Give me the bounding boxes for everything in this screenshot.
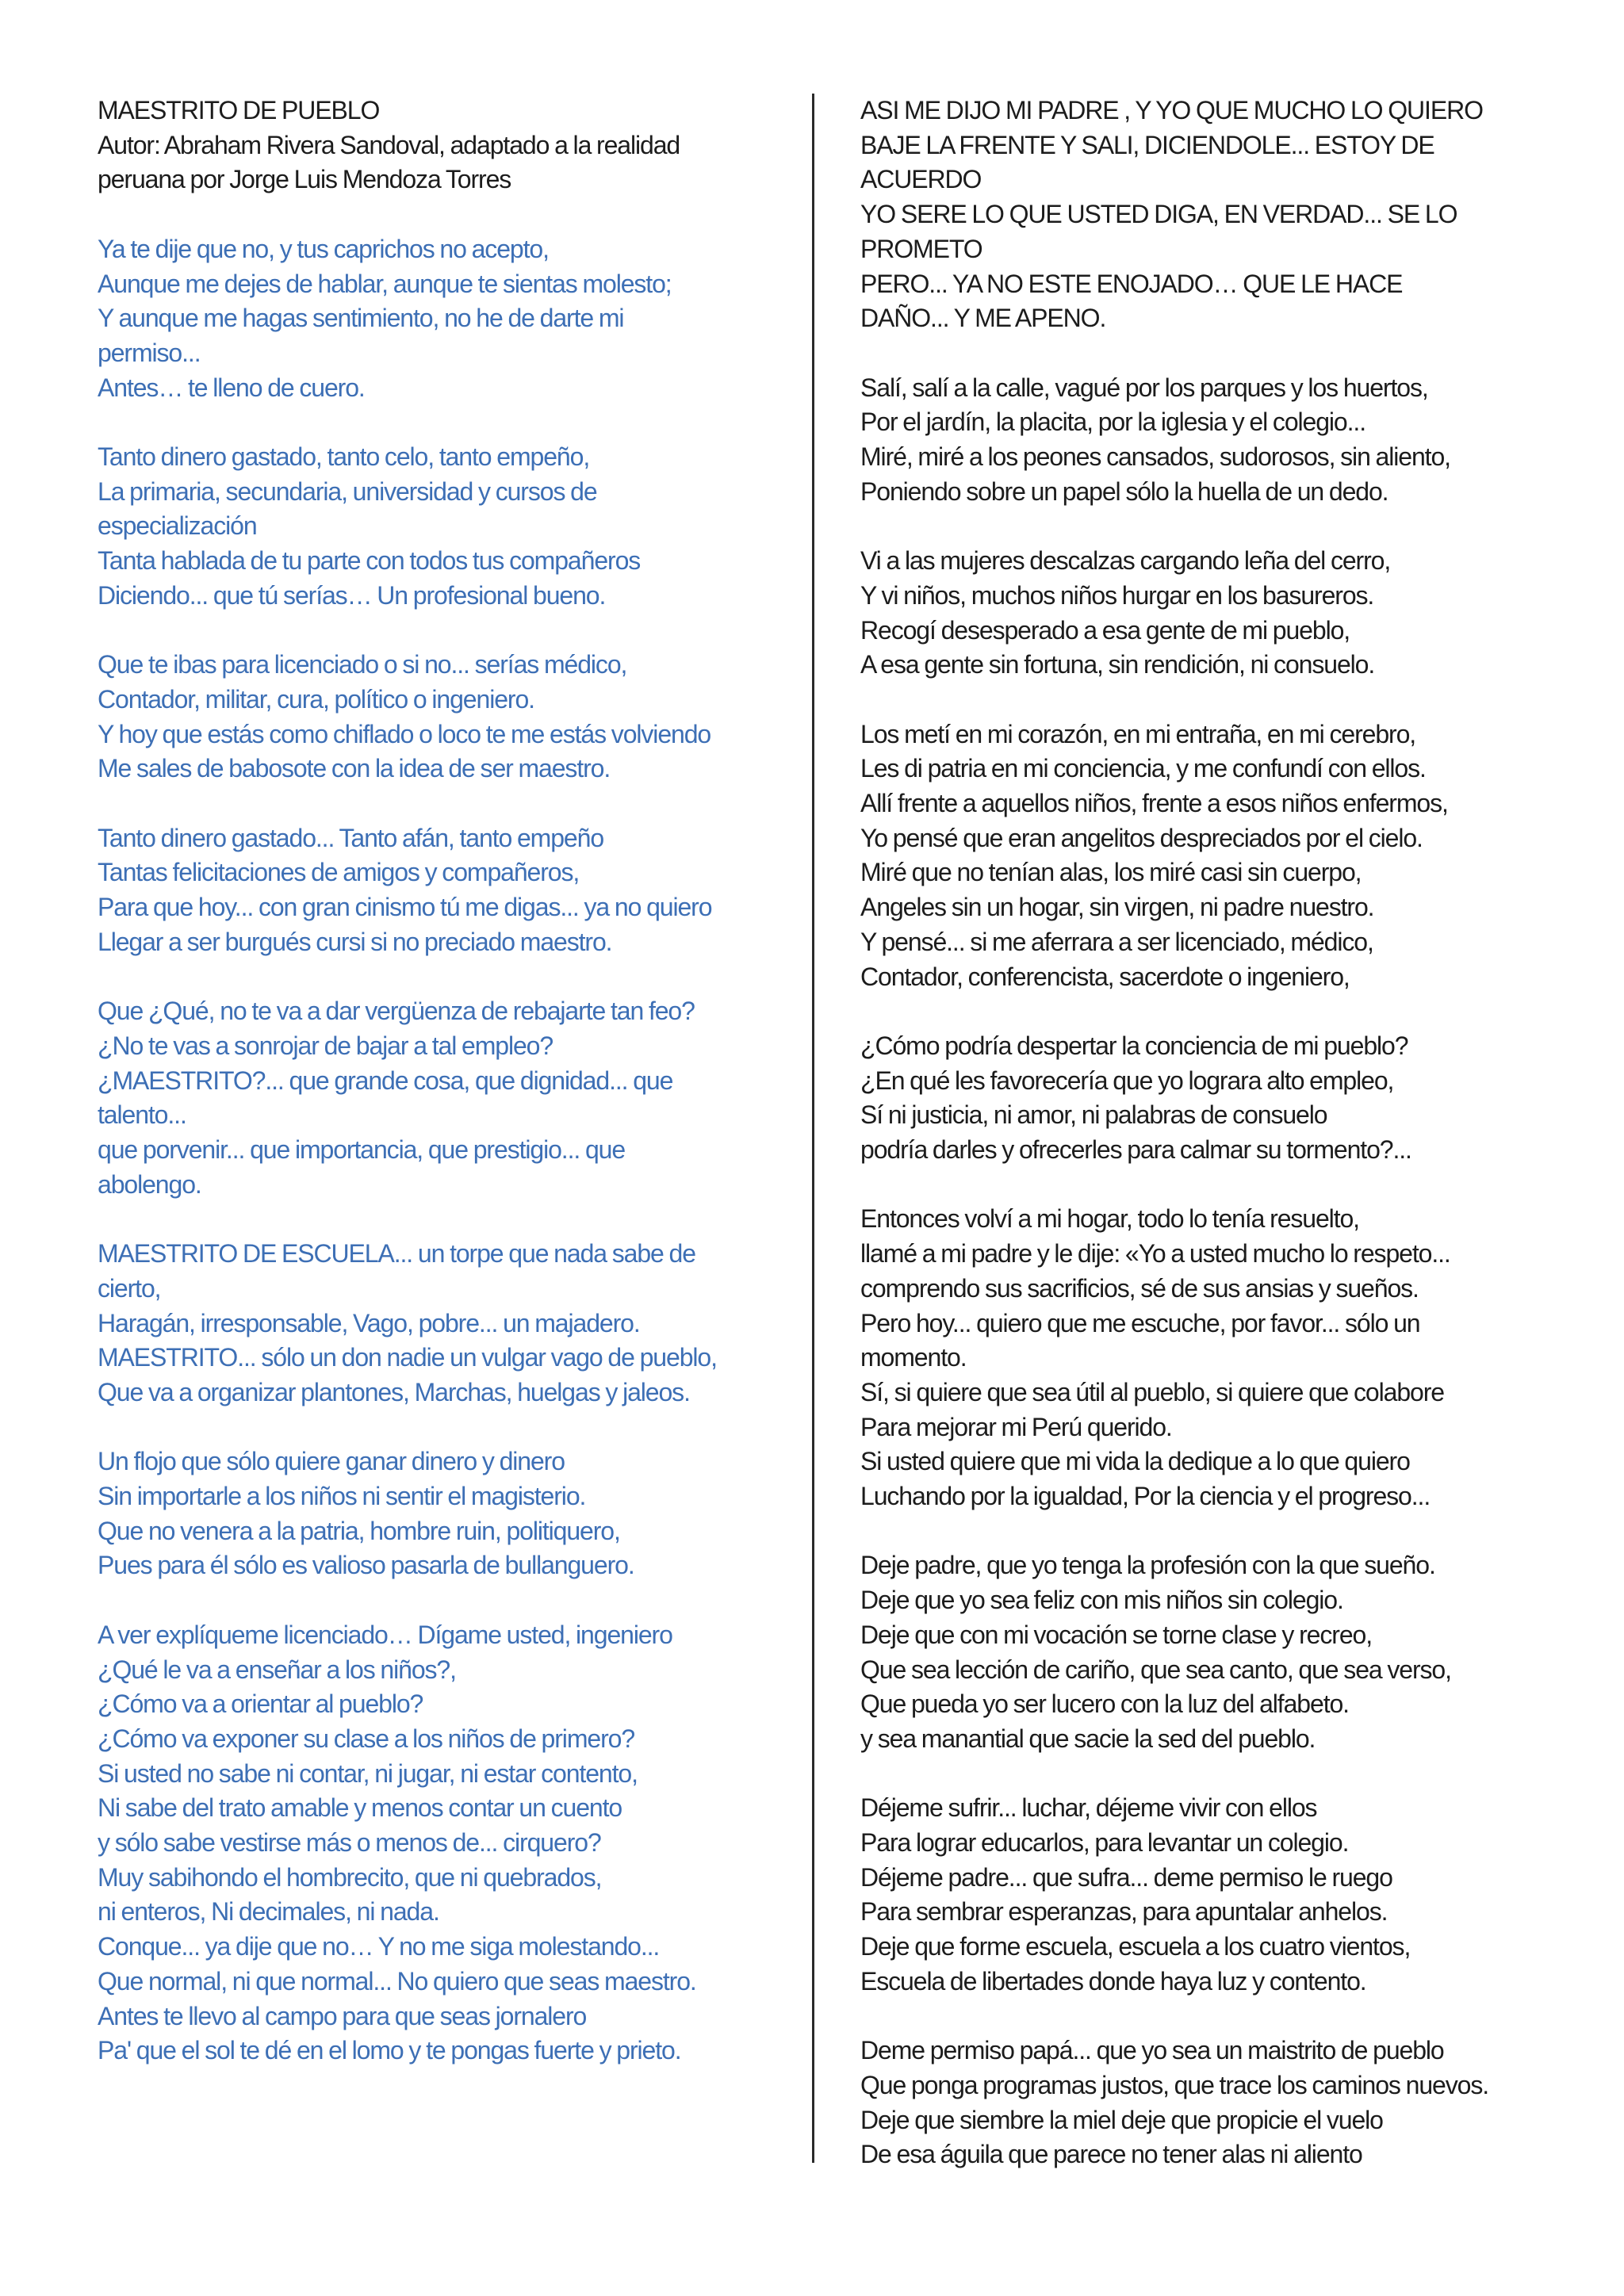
verse-line: y sólo sabe vestirse más o menos de... cirquero? bbox=[98, 1828, 601, 1858]
stanza-gap bbox=[860, 683, 1558, 718]
stanza bbox=[98, 821, 795, 995]
verse-line: Pa' que el sol te dé en el lomo y te pongas fuerte y prieto. bbox=[98, 2036, 681, 2065]
stanza bbox=[860, 94, 1558, 371]
verse-line: Yo pensé que eran angelitos despreciados por el cielo. bbox=[860, 823, 1423, 852]
stanza bbox=[860, 1548, 1558, 1791]
verse-line: Para sembrar esperanzas, para apuntalar anhelos. bbox=[860, 1897, 1388, 1927]
verse-line: momento. bbox=[860, 1343, 967, 1372]
verse-line: Luchando por la igualdad, Por la ciencia y el progreso... bbox=[860, 1482, 1431, 1511]
stanza bbox=[860, 1029, 1558, 1203]
left-column bbox=[98, 94, 795, 2068]
stanza-gap bbox=[860, 1757, 1558, 1792]
verse-line: Deje que forme escuela, escuela a los cuatro vientos, bbox=[860, 1932, 1411, 1961]
verse-line: Pues para él sólo es valioso pasarla de bullanguero. bbox=[98, 1551, 634, 1580]
stanza-gap bbox=[860, 1514, 1558, 1549]
verse-line: talento... bbox=[98, 1100, 186, 1130]
verse-line: Aunque me dejes de hablar, aunque te sientas molesto; bbox=[98, 269, 672, 298]
verse-line: comprendo sus sacrificios, sé de sus ansias y sueños. bbox=[860, 1273, 1419, 1303]
verse-line: permiso... bbox=[98, 338, 201, 367]
stanza-gap bbox=[98, 197, 795, 232]
verse-line: MAESTRITO... sólo un don nadie un vulgar vago de pueblo, bbox=[98, 1343, 717, 1372]
verse-line: ¿Cómo va a orientar al pueblo? bbox=[98, 1689, 423, 1719]
verse-line: Recogí desesperado a esa gente de mi pueblo, bbox=[860, 615, 1350, 645]
stanza-gap bbox=[98, 960, 795, 995]
verse-line: Para mejorar mi Perú querido. bbox=[860, 1412, 1172, 1441]
column-divider bbox=[812, 94, 814, 2163]
verse-line: BAJE LA FRENTE Y SALI, DICIENDOLE... ESTOY DE bbox=[860, 130, 1434, 159]
verse-line: Que ponga programas justos, que trace los caminos nuevos. bbox=[860, 2070, 1489, 2099]
stanza-gap bbox=[98, 405, 795, 440]
verse-line: Si usted no sabe ni contar, ni jugar, ni estar contento, bbox=[98, 1758, 638, 1788]
verse-line: Sí ni justicia, ni amor, ni palabras de consuelo bbox=[860, 1100, 1327, 1130]
verse-line: Entonces volví a mi hogar, todo lo tenía resuelto, bbox=[860, 1204, 1359, 1234]
verse-line: y sea manantial que sacie la sed del pueblo. bbox=[860, 1724, 1316, 1753]
verse-line: Sí, si quiere que sea útil al pueblo, si quiere que colabore bbox=[860, 1377, 1444, 1406]
stanza-gap bbox=[98, 786, 795, 821]
verse-line: Que normal, ni que normal... No quiero que seas maestro. bbox=[98, 1966, 696, 1996]
verse-line: Muy sabihondo el hombrecito, que ni quebrados, bbox=[98, 1862, 602, 1892]
verse-line: PERO... YA NO ESTE ENOJADO… QUE LE HACE bbox=[860, 269, 1403, 298]
verse-line: Ya te dije que no, y tus caprichos no acepto, bbox=[98, 234, 549, 263]
verse-line: ni enteros, Ni decimales, ni nada. bbox=[98, 1897, 439, 1927]
stanza-gap bbox=[860, 509, 1558, 544]
verse-line: Antes… te lleno de cuero. bbox=[98, 373, 365, 402]
verse-line: Salí, salí a la calle, vagué por los parques y los huertos, bbox=[860, 373, 1428, 402]
verse-line: Tanto dinero gastado, tanto celo, tanto empeño, bbox=[98, 442, 590, 471]
verse-line: ¿MAESTRITO?... que grande cosa, que dignidad... que bbox=[98, 1066, 673, 1095]
stanza-gap bbox=[98, 614, 795, 649]
verse-line: Y hoy que estás como chiflado o loco te me estás volviendo bbox=[98, 719, 711, 748]
verse-line: Pero hoy... quiero que me escuche, por favor... sólo un bbox=[860, 1308, 1420, 1337]
verse-line: Deje que con mi vocación se torne clase y recreo, bbox=[860, 1620, 1373, 1649]
verse-line: ¿En qué les favorecería que yo lograra alto empleo, bbox=[860, 1066, 1394, 1095]
verse-line: A ver explíqueme licenciado… Dígame usted, ingeniero bbox=[98, 1620, 672, 1649]
verse-line: Tanto dinero gastado... Tanto afán, tanto empeño bbox=[98, 823, 604, 852]
right-column bbox=[860, 94, 1558, 2172]
verse-line: ACUERDO bbox=[860, 165, 982, 194]
verse-line: ¿No te vas a sonrojar de bajar a tal empleo? bbox=[98, 1031, 553, 1060]
verse-line: Tantas felicitaciones de amigos y compañeros, bbox=[98, 858, 580, 887]
verse-line: ASI ME DIJO MI PADRE , Y YO QUE MUCHO LO QUIERO bbox=[860, 96, 1483, 124]
verse-line: PROMETO bbox=[860, 234, 982, 263]
verse-line: Para que hoy... con gran cinismo tú me digas... ya no quiero bbox=[98, 893, 712, 922]
verse-line: Por el jardín, la placita, por la iglesia y el colegio... bbox=[860, 408, 1366, 437]
verse-line: Llegar a ser burgués cursi si no preciado maestro. bbox=[98, 927, 612, 956]
stanza bbox=[860, 544, 1558, 718]
verse-line: ¿Qué le va a enseñar a los niños?, bbox=[98, 1655, 456, 1684]
verse-line: ¿Cómo podría despertar la conciencia de mi pueblo? bbox=[860, 1031, 1408, 1060]
verse-line: ¿Cómo va exponer su clase a los niños de primero? bbox=[98, 1724, 635, 1753]
verse-line: cierto, bbox=[98, 1273, 161, 1303]
verse-line: Un flojo que sólo quiere ganar dinero y dinero bbox=[98, 1447, 565, 1476]
verse-line: Contador, militar, cura, político o ingeniero. bbox=[98, 684, 534, 714]
verse-line: Deje que siembre la miel deje que propicie el vuelo bbox=[860, 2105, 1383, 2134]
stanza-gap bbox=[98, 1410, 795, 1445]
verse-line: Que va a organizar plantones, Marchas, huelgas y jaleos. bbox=[98, 1377, 690, 1406]
verse-line: Que te ibas para licenciado o si no... serías médico, bbox=[98, 650, 627, 679]
verse-line: Déjeme sufrir... luchar, déjeme vivir con ellos bbox=[860, 1793, 1317, 1823]
verse-line: llamé a mi padre y le dije: «Yo a usted mucho lo respeto... bbox=[860, 1239, 1450, 1269]
verse-line: Escuela de libertades donde haya luz y contento. bbox=[860, 1966, 1366, 1996]
father-verses bbox=[98, 232, 795, 2068]
verse-line: Conque... ya dije que no… Y no me siga molestando... bbox=[98, 1932, 660, 1961]
stanza-gap bbox=[860, 336, 1558, 371]
stanza bbox=[98, 1445, 795, 1618]
stanza bbox=[98, 994, 795, 1237]
verse-line: YO SERE LO QUE USTED DIGA, EN VERDAD... SE LO bbox=[860, 200, 1457, 229]
verse-line: Déjeme padre... que sufra... deme permiso le ruego bbox=[860, 1862, 1392, 1892]
stanza-gap bbox=[860, 994, 1558, 1029]
stanza bbox=[98, 232, 795, 440]
verse-line: Vi a las mujeres descalzas cargando leña del cerro, bbox=[860, 546, 1391, 576]
verse-line: Poniendo sobre un papel sólo la huella de un dedo. bbox=[860, 476, 1388, 506]
verse-line: Contador, conferencista, sacerdote o ingeniero, bbox=[860, 962, 1350, 991]
author-line: peruana por Jorge Luis Mendoza Torres bbox=[98, 165, 511, 194]
verse-line: Que pueda yo ser lucero con la luz del alfabeto. bbox=[860, 1689, 1349, 1719]
verse-line: Para lograr educarlos, para levantar un colegio. bbox=[860, 1828, 1349, 1858]
verse-line: DAÑO... Y ME APENO. bbox=[860, 304, 1106, 333]
verse-line: Y vi niños, muchos niños hurgar en los basureros. bbox=[860, 580, 1374, 610]
poem-title: MAESTRITO DE PUEBLO bbox=[98, 96, 380, 124]
verse-line: Angeles sin un hogar, sin virgen, ni padre nuestro. bbox=[860, 893, 1374, 922]
verse-line: Que sea lección de cariño, que sea canto, que sea verso, bbox=[860, 1655, 1451, 1684]
verse-line: Me sales de babosote con la idea de ser maestro. bbox=[98, 754, 611, 783]
verse-line: abolengo. bbox=[98, 1169, 201, 1199]
stanza-gap bbox=[98, 1202, 795, 1237]
stanza bbox=[860, 718, 1558, 1029]
stanza bbox=[860, 2034, 1558, 2172]
verse-line: Que no venera a la patria, hombre ruin, politiquero, bbox=[98, 1516, 620, 1545]
stanza bbox=[98, 648, 795, 821]
verse-line: La primaria, secundaria, universidad y cursos de bbox=[98, 476, 597, 506]
verse-line: Allí frente a aquellos niños, frente a esos niños enfermos, bbox=[860, 789, 1448, 818]
son-verses bbox=[860, 94, 1558, 2172]
verse-line: Y aunque me hagas sentimiento, no he de darte mi bbox=[98, 304, 624, 333]
stanza bbox=[860, 1791, 1558, 2034]
verse-line: Miré, miré a los peones cansados, sudorosos, sin aliento, bbox=[860, 442, 1450, 472]
header-block bbox=[98, 94, 795, 232]
verse-line: MAESTRITO DE ESCUELA... un torpe que nada sabe de bbox=[98, 1239, 695, 1269]
stanza-gap bbox=[860, 1999, 1558, 2034]
verse-line: especialización bbox=[98, 511, 257, 541]
verse-line: podría darles y ofrecerles para calmar su tormento?... bbox=[860, 1135, 1411, 1165]
stanza bbox=[860, 1202, 1558, 1548]
stanza bbox=[98, 1618, 795, 2068]
stanza bbox=[98, 440, 795, 648]
stanza-gap bbox=[860, 1168, 1558, 1203]
author-line: Autor: Abraham Rivera Sandoval, adaptado a la realidad bbox=[98, 130, 680, 159]
verse-line: Deje padre, que yo tenga la profesión con la que sueño. bbox=[860, 1551, 1435, 1580]
stanza bbox=[860, 371, 1558, 545]
verse-line: De esa águila que parece no tener alas ni aliento bbox=[860, 2140, 1362, 2169]
verse-line: Miré que no tenían alas, los miré casi sin cuerpo, bbox=[860, 858, 1362, 887]
stanza-gap bbox=[98, 1583, 795, 1618]
verse-line: Y pensé... si me aferrara a ser licenciado, médico, bbox=[860, 927, 1373, 956]
verse-line: Les di patria en mi conciencia, y me confundí con ellos. bbox=[860, 754, 1426, 783]
verse-line: Tanta hablada de tu parte con todos tus compañeros bbox=[98, 546, 641, 576]
verse-line: Sin importarle a los niños ni sentir el magisterio. bbox=[98, 1482, 586, 1511]
verse-line: Los metí en mi corazón, en mi entraña, en mi cerebro, bbox=[860, 719, 1416, 748]
verse-line: Deme permiso papá... que yo sea un maistrito de pueblo bbox=[860, 2036, 1444, 2065]
verse-line: Ni sabe del trato amable y menos contar un cuento bbox=[98, 1793, 622, 1823]
verse-line: Si usted quiere que mi vida la dedique a lo que quiero bbox=[860, 1447, 1410, 1476]
stanza bbox=[98, 1237, 795, 1445]
verse-line: Que ¿Qué, no te va a dar vergüenza de rebajarte tan feo? bbox=[98, 997, 695, 1026]
verse-line: Antes te llevo al campo para que seas jornalero bbox=[98, 2001, 587, 2030]
verse-line: A esa gente sin fortuna, sin rendición, ni consuelo. bbox=[860, 650, 1375, 679]
verse-line: Deje que yo sea feliz con mis niños sin colegio. bbox=[860, 1586, 1343, 1615]
verse-line: Diciendo... que tú serías… Un profesional bueno. bbox=[98, 580, 606, 610]
verse-line: Haragán, irresponsable, Vago, pobre... un majadero. bbox=[98, 1308, 640, 1337]
verse-line: que porvenir... que importancia, que prestigio... que bbox=[98, 1135, 626, 1165]
